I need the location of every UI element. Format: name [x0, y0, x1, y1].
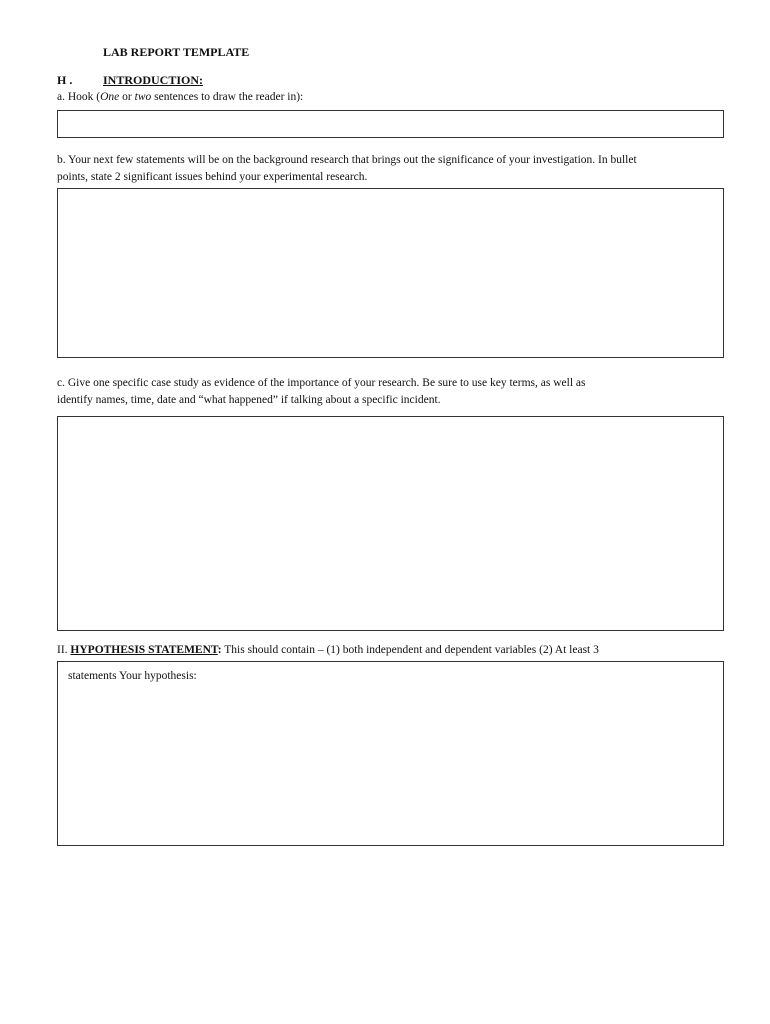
hypothesis-heading-colon: :	[217, 644, 222, 656]
hook-prompt-suffix: sentences to draw the reader in):	[151, 91, 304, 103]
background-prompt-line2: points, state 2 significant issues behind your experimental research.	[57, 171, 368, 183]
document-title: LAB REPORT TEMPLATE	[103, 45, 250, 59]
hook-prompt-prefix: a. Hook (	[57, 91, 101, 103]
background-answer-box[interactable]	[57, 188, 724, 358]
hypothesis-box-text: statements Your hypothesis:	[68, 670, 197, 682]
case-study-prompt-line1: c. Give one specific case study as evidence of the importance of your research. Be sure to use key terms, as well as	[57, 377, 586, 389]
section-number-introduction: H .	[57, 73, 73, 87]
hook-prompt	[57, 89, 303, 106]
section-number-hypothesis: II.	[57, 644, 71, 656]
section-heading-hypothesis: HYPOTHESIS STATEMENT	[70, 644, 218, 656]
hook-prompt-or: or	[119, 91, 135, 103]
section-heading-introduction: INTRODUCTION:	[103, 73, 204, 87]
background-prompt-line1: b. Your next few statements will be on the background research that brings out the significance of your investigation. In bullet	[57, 154, 637, 166]
hook-answer-box[interactable]	[57, 110, 724, 138]
hook-prompt-one: One	[100, 91, 120, 103]
case-study-prompt	[57, 375, 585, 409]
hypothesis-answer-box[interactable]	[57, 661, 724, 846]
hypothesis-prompt	[57, 642, 599, 659]
case-study-prompt-line2: identify names, time, date and “what happened” if talking about a specific incident.	[57, 394, 441, 406]
background-prompt	[57, 152, 637, 186]
hook-prompt-two: two	[134, 91, 152, 103]
case-study-answer-box[interactable]	[57, 416, 724, 631]
hypothesis-instruction: This should contain – (1) both independent and dependent variables (2) At least 3	[221, 644, 599, 656]
